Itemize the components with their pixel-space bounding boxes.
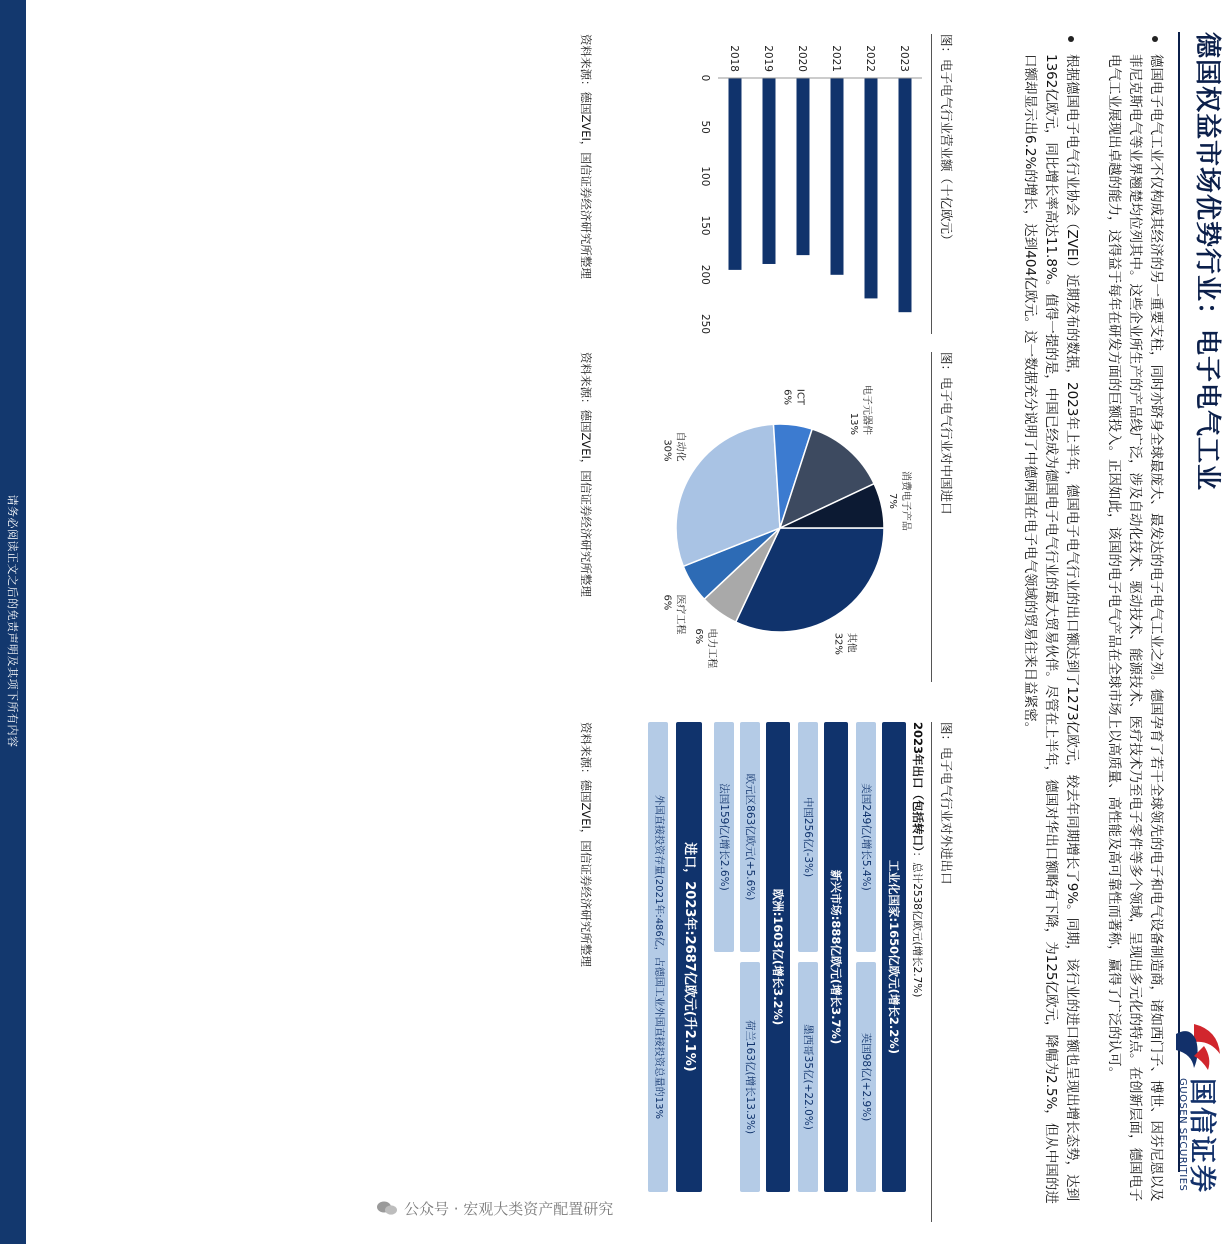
bullet-dot-icon	[1068, 36, 1074, 42]
trade-panel	[576, 722, 956, 1222]
watermark-text: 公众号 · 宏观大类资产配置研究	[404, 1200, 614, 1218]
emerging-box: 新兴市场:888亿欧元(增长3.7%)	[824, 722, 848, 1192]
pie-pct: 13%	[848, 412, 860, 435]
bar-2019	[763, 78, 776, 264]
revenue-bar-chart	[630, 34, 930, 334]
watermark	[376, 1198, 613, 1219]
pie-pct: 6%	[693, 628, 705, 645]
china-box: 中国256亿(-3%)	[798, 722, 818, 952]
pie-chart-title: 图：电子电气行业对中国进口	[931, 352, 956, 682]
pie-label: 电力工程	[706, 628, 718, 669]
pie-pct: 6%	[661, 594, 673, 611]
china-import-pie-panel	[576, 352, 956, 682]
bar-label: 2023	[898, 45, 910, 72]
usa-box: 美国249亿(增长5.4%)	[856, 722, 876, 952]
bar-tick-label: 250	[699, 313, 711, 335]
pie-pct: 6%	[781, 389, 793, 405]
imports-box: 进口，2023年:2687亿欧元(升2.1%)	[676, 722, 702, 1192]
wechat-icon	[376, 1200, 398, 1216]
bar-label: 2021	[830, 45, 842, 72]
pie-label: ICT	[794, 388, 806, 405]
pie-label: 医疗工程	[674, 594, 686, 635]
pie-pct: 32%	[832, 632, 844, 655]
bar-label: 2019	[762, 45, 774, 72]
pie-label: 自动化	[674, 431, 686, 462]
uk-box: 英国98亿(+2.9%)	[856, 962, 876, 1192]
bar-2021	[831, 78, 844, 275]
bar-label: 2020	[796, 45, 808, 72]
industrial-box: 工业化国家:1650亿欧元(增长2.2%)	[882, 722, 906, 1192]
eurozone-box: 欧元区863亿欧元(+5.6%)	[740, 722, 760, 952]
bar-source: 资料来源：德国ZVEI，国信证券经济研究所整理	[579, 34, 593, 279]
disclaimer-text: 请务必阅读正文之后的免责声明及其项下所有内容	[6, 494, 19, 748]
netherlands-box: 荷兰163亿(增长13.3%)	[740, 962, 760, 1192]
bar-chart-title: 图：电子电气行业营业额（十亿欧元）	[931, 34, 956, 334]
bar-2023	[899, 78, 912, 312]
bullet-1-text: 德国电子电气工业不仅构成其经济的另一重要支柱，同时亦跻身全球最庞大、最发达的电子电气工业之列。德国孕育了若干全球领先的电子和电气设备制造商，诸如西门子、博世、因芬尼恩以及菲尼克斯电气等业界翘楚均位列其中。这些企业所生产的产品线广泛，涉及自动化技术、驱动技术、能源技术、医疗技术乃至电子零件等多个领域，呈现出多元化的特点。在创新层面，德国电子电气工业展现出卓越的能力，这得益于每年在研发方面的巨额投入。正因如此，该国的电子电气产品在全球市场上以高质量、高性能及高可靠性而著称，赢得了广泛的认可。	[1106, 54, 1164, 1202]
revenue-bar-panel	[576, 34, 956, 334]
bar-2022	[865, 78, 878, 298]
europe-box: 欧洲:1603亿(增长3.2%)	[766, 722, 790, 1192]
trade-source: 资料来源：德国ZVEI，国信证券经济研究所整理	[579, 722, 593, 967]
fdi-box: 外国直接投资存量(2021年:486亿，占德国工业外国直接投资总量的13%	[648, 722, 668, 1192]
export-header-bold: 2023年出口（包括转口）	[911, 722, 925, 852]
export-header	[910, 722, 926, 1192]
title-rule	[1178, 32, 1180, 1172]
france-box: 法国159亿(增长2.6%)	[714, 722, 734, 952]
bar-tick-label: 200	[699, 264, 711, 285]
bar-tick-label: 0	[699, 74, 711, 82]
bar-label: 2018	[728, 45, 740, 72]
bar-2020	[797, 78, 810, 255]
pie-pct: 30%	[661, 439, 673, 462]
china-import-pie-chart	[620, 352, 930, 682]
mexico-box: 墨西哥35亿(+22.0%)	[798, 962, 818, 1192]
trade-title: 图：电子电气行业对外进出口	[931, 722, 956, 1222]
bar-2018	[729, 78, 742, 270]
bullet-dot-icon	[1152, 36, 1158, 42]
guosen-logo-icon	[1172, 1020, 1224, 1072]
bar-tick-label: 50	[699, 120, 711, 134]
logo-cn-text: 国信证券	[1186, 1078, 1217, 1194]
bar-label: 2022	[864, 45, 876, 72]
logo-en-text: GUOSEN SECURITIES	[1177, 1078, 1188, 1192]
pie-label: 消费电子产品	[900, 470, 912, 531]
bullet-2-text: 根据德国电子电气行业协会（ZVEI）近期发布的数据，2023年上半年，德国电子电气行业的出口额达到了1273亿欧元，较去年同期增长了9%。同期，该行业的进口额也呈现出增长态势，达到1362亿欧元，同比增长率高达11.8%。值得一提的是，中国已经成为德国电子电气行业的最大贸易伙伴。尽管在上半年，德国对华出口额略有下降，为125亿欧元，降幅为2.5%，但从中国的进口额却显示出6.2%的增长，达到404亿欧元。这一数据充分说明了中德两国在电子电气领域的贸易往来日益紧密。	[1022, 54, 1080, 1204]
pie-label: 其他	[845, 632, 857, 653]
pie-source: 资料来源：德国ZVEI，国信证券经济研究所整理	[579, 352, 593, 597]
export-header-note: ：总计2538亿欧元(增长2.7%)	[911, 851, 923, 998]
bar-tick-label: 150	[699, 215, 711, 236]
bar-tick-label: 100	[699, 166, 711, 187]
slide	[556, 22, 1232, 1232]
page-title: 德国权益市场优势行业：电子电气工业	[1192, 32, 1222, 492]
logo	[1168, 1020, 1228, 1230]
pie-label: 电子元器件	[861, 384, 873, 435]
pie-pct: 7%	[887, 493, 899, 509]
